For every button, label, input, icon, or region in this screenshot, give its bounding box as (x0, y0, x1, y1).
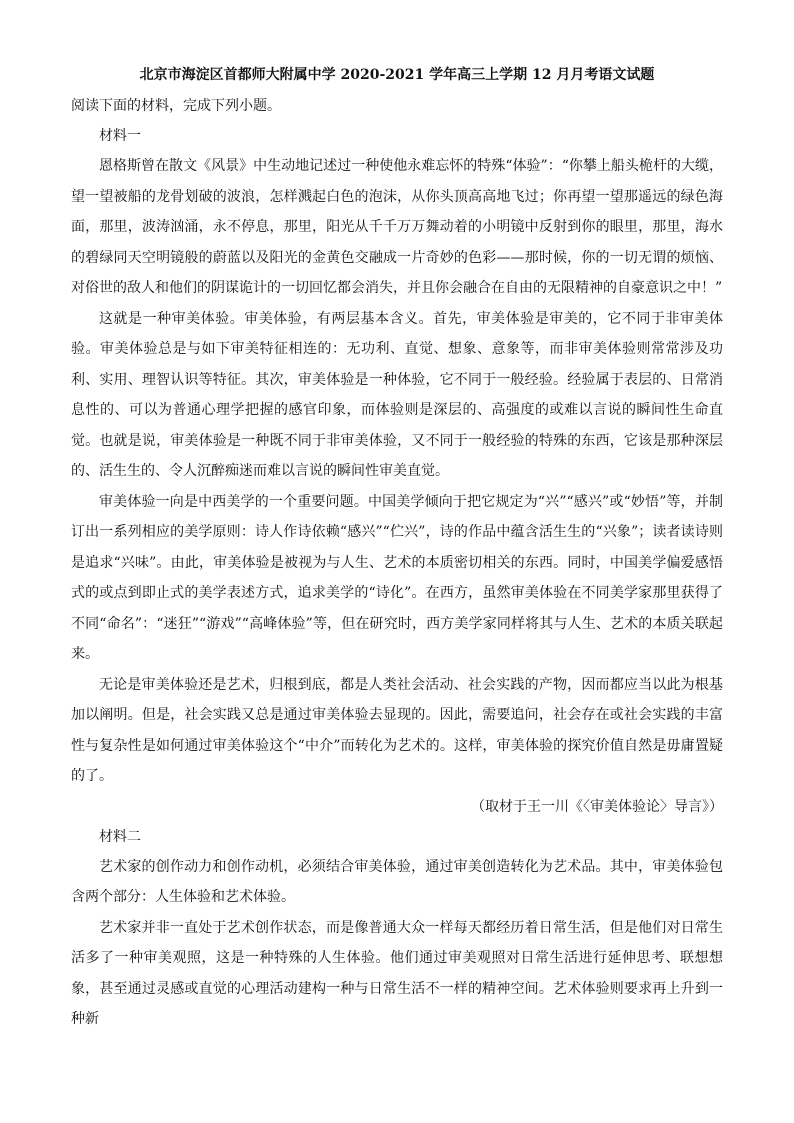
material1-paragraph-1: 恩格斯曾在散文《风景》中生动地记述过一种使他永难忘怀的特殊“体验”：“你攀上船头桅杆的大缆，望一望被船的龙骨划破的波浪，怎样溅起白色的泡沫，从你头顶高高地飞过；你再望一望那遥远的绿色海面，那里，波涛汹涌，永不停息，那里，阳光从千千万万舞动着的小明镜中反射到你的眼里，那里，海水的碧绿同天空明镜般的蔚蓝以及阳光的金黄色交融成一片奇妙的色彩——那时候，你的一切无谓的烦恼、对俗世的敌人和他们的阴谋诡计的一切回忆都会消失，并且你会融合在自由的无限精神的自豪意识之中！” (71, 158, 723, 296)
material1-paragraph-4: 无论是审美体验还是艺术，归根到底，都是人类社会活动、社会实践的产物，因而都应当以此为根基加以阐明。但是，社会实践又总是通过审美体验去显现的。因此，需要追问，社会存在或社会实践的丰富性与复杂性是如何通过审美体验这个“中介”而转化为艺术的。这样，审美体验的探究价值自然是毋庸置疑的了。 (71, 676, 723, 784)
material1-source: （取材于王一川《〈审美体验论〉导言》） (471, 798, 723, 815)
instruction-text: 阅读下面的材料，完成下列小题。 (71, 98, 281, 114)
material1-paragraph-2: 这就是一种审美体验。审美体验，有两层基本含义。首先，审美体验是审美的，它不同于非审美体验。审美体验总是与如下审美特征相连的：无功利、直觉、想象、意象等，而非审美体验则常常涉及功利、实用、理智认识等特征。其次，审美体验是一种体验，它不同于一般经验。经验属于表层的、日常消息性的、可以为普通心理学把握的感官印象，而体验则是深层的、高强度的或难以言说的瞬间性生命直觉。也就是说，审美体验是一种既不同于非审美体验，又不同于一般经验的特殊的东西，它该是那种深层的、活生生的、令人沉醉痴迷而难以言说的瞬间性审美直觉。 (71, 310, 723, 479)
material1-heading: 材料一 (99, 128, 141, 144)
material2-paragraph-1: 艺术家的创作动力和创作动机，必须结合审美体验，通过审美创造转化为艺术品。其中，审美体验包含两个部分：人生体验和艺术体验。 (71, 858, 723, 905)
document-title: 北京市海淀区首都师大附属中学 2020-2021 学年高三上学期 12 月月考语文试题 (139, 67, 655, 83)
material1-paragraph-3: 审美体验一向是中西美学的一个重要问题。中国美学倾向于把它规定为“兴”“感兴”或“妙悟”等，并制订出一系列相应的美学原则：诗人作诗依赖“感兴”“伫兴”，诗的作品中蕴含活生生的“兴象”；读者读诗则是追求“兴味”。由此，审美体验是被视为与人生、艺术的本质密切相关的东西。同时，中国美学偏爱感悟式的或点到即止式的美学表述方式，追求美学的“诗化”。在西方，虽然审美体验在不同美学家那里获得了不同“命名”：“迷狂”“游戏”“高峰体验”等，但在研究时，西方美学家同样将其与人生、艺术的本质关联起来。 (71, 493, 723, 662)
material2-paragraph-2: 艺术家并非一直处于艺术创作状态，而是像普通大众一样每天都经历着日常生活，但是他们对日常生活多了一种审美观照，这是一种特殊的人生体验。他们通过审美观照对日常生活进行延伸思考、联想想象，甚至通过灵感或直觉的心理活动建构一种与日常生活不一样的精神空间。艺术体验则要求再上升到一种新 (71, 919, 723, 1027)
document-page (71, 65, 723, 1035)
material2-heading: 材料二 (99, 828, 141, 845)
